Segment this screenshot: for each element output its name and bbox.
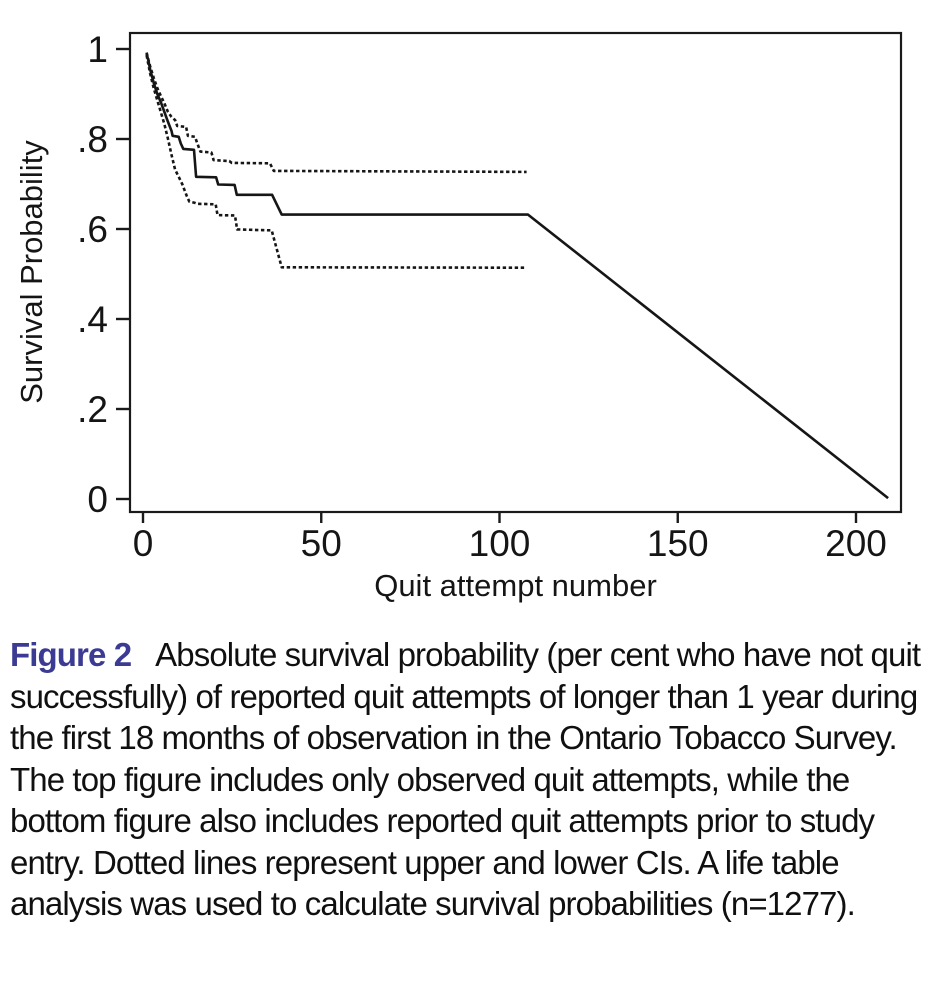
x-tick-label: 200 xyxy=(825,523,887,564)
y-tick-label: .2 xyxy=(77,389,108,430)
series-lower-ci xyxy=(147,55,525,267)
series-upper-ci xyxy=(147,53,527,172)
x-tick-label: 50 xyxy=(300,523,342,564)
x-tick-label: 0 xyxy=(132,523,154,564)
y-tick-label: 0 xyxy=(87,479,108,520)
series-survival-estimate xyxy=(147,54,889,499)
y-tick-label: .4 xyxy=(77,299,108,340)
y-tick-label: 1 xyxy=(87,29,108,70)
y-tick-label: .6 xyxy=(77,209,108,250)
plot-border xyxy=(130,33,901,512)
y-axis-title: Survival Probability xyxy=(14,140,49,404)
x-axis-title: Quit attempt number xyxy=(374,568,657,603)
figure-caption xyxy=(10,634,940,925)
figure-label: Figure 2 xyxy=(10,636,132,673)
x-tick-label: 150 xyxy=(646,523,709,564)
figure-caption-text: Absolute survival probability (per cent who have not quit successfully) of reported quit attempts of longer than 1 year during the first 18 months of observation in the Ontario Tobacco Survey. The top figure includes only observed quit attempts, while the bottom figure also includes reported quit attempts prior to study entry. Dotted lines represent upper and lower CIs. A life table analysis was used to calculate survival probabilities (n=1277). xyxy=(10,636,921,922)
y-tick-label: .8 xyxy=(77,119,108,160)
x-tick-label: 100 xyxy=(468,523,531,564)
